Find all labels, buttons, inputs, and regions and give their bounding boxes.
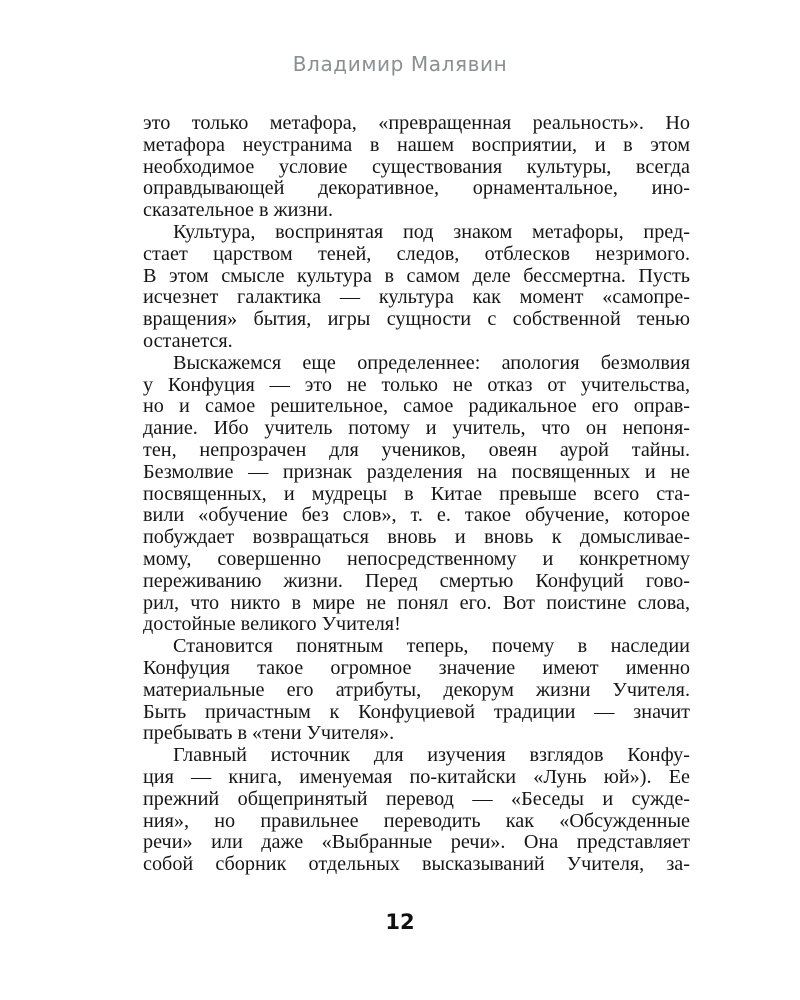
text-line: необходимое условие существования культуры, всегда (143, 155, 690, 178)
text-line: материальные его атрибуты, декорум жизни Учителя. (143, 678, 690, 701)
text-line: исчезнет галактика — культура как момент «самопре- (143, 286, 690, 309)
text-line: Выскажемся еще определеннее: апология безмолвия (173, 351, 690, 374)
text-line: Становится понятным теперь, почему в наследии (173, 635, 690, 658)
text-line: рил, что никто в мире не понял его. Вот поистине слова, (143, 591, 690, 614)
body-text (143, 113, 690, 876)
paragraph (143, 113, 690, 222)
text-line: дание. Ибо учитель потому и учитель, что он непоня- (143, 417, 690, 440)
running-head-author: Владимир Малявин (292, 52, 508, 76)
paragraph (143, 222, 690, 353)
text-line: ния», но правильнее переводить как «Обсужденные (143, 809, 690, 832)
text-line: это только метафора, «превращенная реальность». Но (143, 112, 690, 134)
text-line: вращения» бытия, игры сущности с собственной тенью (143, 308, 690, 331)
text-line: стает царством теней, следов, отблесков незримого. (143, 242, 690, 265)
paragraph (143, 353, 690, 636)
text-line: ция — книга, именуемая по-китайски «Лунь юй»). Ее (143, 765, 690, 788)
text-line: Безмолвие — признак разделения на посвященных и не (143, 460, 690, 483)
text-line: останется. (143, 329, 233, 352)
text-line: собой сборник отдельных высказываний Учителя, за- (143, 853, 690, 876)
text-line: Культура, воспринятая под знаком метафоры, пред- (173, 220, 690, 243)
text-line: Быть причастным к Конфуциевой традиции — значит (143, 700, 690, 723)
text-line: В этом смысле культура в самом деле бессмертна. Пусть (143, 264, 690, 287)
text-line: мому, совершенно непосредственному и конкретному (143, 547, 690, 570)
text-line: побуждает возвращаться вновь и вновь к домысливае- (143, 526, 690, 549)
text-line: прежний общепринятый перевод — «Беседы и сужде- (143, 787, 690, 810)
text-line: речи» или даже «Выбранные речи». Она представляет (143, 831, 690, 854)
text-line: переживанию жизни. Перед смертью Конфуций гово- (143, 569, 690, 592)
text-line: посвященных, и мудрецы в Китае превыше всего ста- (143, 482, 690, 505)
text-line: но и самое решительное, самое радикальное его оправ- (143, 395, 690, 418)
text-line: Конфуция такое огромное значение имеют именно (143, 656, 690, 679)
text-line: сказательное в жизни. (143, 199, 334, 222)
text-line: Главный источник для изучения взглядов Конфу- (173, 744, 690, 767)
text-line: тен, непрозрачен для учеников, овеян аурой тайны. (143, 438, 690, 461)
text-line: пребывать в «тени Учителя». (143, 722, 395, 745)
paragraph (143, 636, 690, 745)
page-number: 12 (385, 910, 415, 934)
text-line: достойные великого Учителя! (143, 613, 401, 636)
text-line: метафора неустранима в нашем восприятии, и в этом (143, 133, 690, 156)
text-line: вили «обучение без слов», т. е. такое обучение, которое (143, 504, 690, 527)
paragraph (143, 745, 690, 876)
text-line: оправдывающей декоративное, орнаментальное, ино- (143, 177, 690, 200)
text-line: у Конфуция — это не только не отказ от учительства, (143, 373, 690, 396)
